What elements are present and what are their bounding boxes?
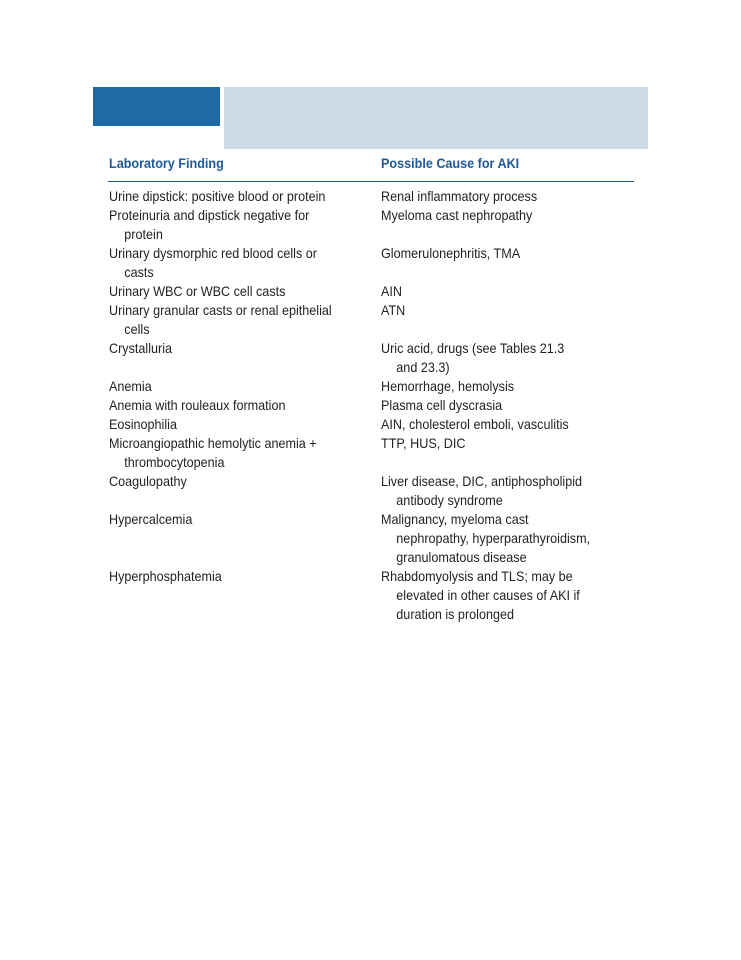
cause-cell-line: antibody syndrome: [396, 492, 503, 508]
finding-cell-line: thrombocytopenia: [124, 454, 225, 470]
table-row: [0, 567, 741, 624]
finding-cell: [109, 415, 177, 434]
cause-cell: [381, 567, 580, 624]
finding-cell-line: Hyperphosphatemia: [109, 568, 222, 584]
finding-cell-line: Anemia: [109, 378, 152, 394]
finding-cell-line: protein: [124, 226, 163, 242]
cause-cell-line: Uric acid, drugs (see Tables 21.3: [381, 340, 565, 356]
finding-cell-line: Proteinuria and dipstick negative for: [109, 207, 310, 223]
finding-cell-line: Eosinophilia: [109, 416, 177, 432]
finding-cell-line: Anemia with rouleaux formation: [109, 397, 286, 413]
cause-cell-line: Myeloma cast nephropathy: [381, 207, 533, 223]
finding-cell: [109, 339, 172, 358]
cause-cell: [381, 434, 465, 453]
finding-cell: [109, 187, 325, 206]
cause-cell: [381, 187, 537, 206]
cause-cell: [381, 396, 502, 415]
table-row: [0, 206, 741, 244]
cause-cell-line: Rhabdomyolysis and TLS; may be: [381, 568, 573, 584]
finding-cell: [109, 206, 309, 244]
header-divider: [108, 181, 634, 182]
finding-cell: [109, 244, 317, 282]
finding-cell-line: Coagulopathy: [109, 473, 187, 489]
finding-cell-line: Urinary WBC or WBC cell casts: [109, 283, 286, 299]
finding-cell-line: Urine dipstick: positive blood or protein: [109, 188, 326, 204]
cause-cell: [381, 244, 520, 263]
finding-cell: [109, 472, 187, 491]
cause-cell: [381, 510, 590, 567]
finding-cell-line: Urinary granular casts or renal epithelial: [109, 302, 332, 318]
table-row: [0, 339, 741, 377]
cause-cell-line: Plasma cell dyscrasia: [381, 397, 503, 413]
table-number-block: [93, 87, 220, 126]
cause-cell-line: nephropathy, hyperparathyroidism,: [396, 530, 591, 546]
table-row: [0, 301, 741, 339]
cause-cell-line: Renal inflammatory process: [381, 188, 538, 204]
cause-cell: [381, 415, 569, 434]
cause-cell-line: TTP, HUS, DIC: [381, 435, 466, 451]
table-row: [0, 282, 741, 301]
column-header-laboratory-finding: Laboratory Finding: [109, 155, 224, 171]
cause-cell: [381, 301, 405, 320]
cause-cell: [381, 377, 514, 396]
cause-cell: [381, 339, 564, 377]
table-row: [0, 434, 741, 472]
finding-cell: [109, 434, 317, 472]
cause-cell-line: elevated in other causes of AKI if: [396, 587, 580, 603]
cause-cell-line: AIN: [381, 283, 403, 299]
finding-cell: [109, 301, 332, 339]
cause-cell-line: Hemorrhage, hemolysis: [381, 378, 515, 394]
table-title-band: [224, 87, 648, 149]
cause-cell: [381, 206, 532, 225]
table-row: [0, 396, 741, 415]
finding-cell-line: casts: [124, 264, 154, 280]
finding-cell: [109, 510, 192, 529]
cause-cell-line: ATN: [381, 302, 406, 318]
finding-cell: [109, 567, 222, 586]
finding-cell: [109, 377, 152, 396]
cause-cell-line: duration is prolonged: [396, 606, 514, 622]
table-row: [0, 244, 741, 282]
finding-cell-line: Urinary dysmorphic red blood cells or: [109, 245, 317, 261]
finding-cell: [109, 282, 285, 301]
cause-cell-line: and 23.3): [396, 359, 450, 375]
column-header-possible-cause: Possible Cause for AKI: [381, 155, 520, 171]
cause-cell-line: granulomatous disease: [396, 549, 527, 565]
table-body: [0, 187, 741, 624]
table-row: [0, 377, 741, 396]
finding-cell-line: Microangiopathic hemolytic anemia +: [109, 435, 317, 451]
table-row: [0, 187, 741, 206]
finding-cell-line: cells: [124, 321, 150, 337]
finding-cell-line: Crystalluria: [109, 340, 173, 356]
table-row: [0, 510, 741, 567]
table-row: [0, 472, 741, 510]
cause-cell-line: Malignancy, myeloma cast: [381, 511, 529, 527]
cause-cell: [381, 282, 402, 301]
cause-cell-line: AIN, cholesterol emboli, vasculitis: [381, 416, 569, 432]
cause-cell-line: Glomerulonephritis, TMA: [381, 245, 521, 261]
table-row: [0, 415, 741, 434]
cause-cell: [381, 472, 582, 510]
cause-cell-line: Liver disease, DIC, antiphospholipid: [381, 473, 583, 489]
finding-cell-line: Hypercalcemia: [109, 511, 193, 527]
finding-cell: [109, 396, 285, 415]
